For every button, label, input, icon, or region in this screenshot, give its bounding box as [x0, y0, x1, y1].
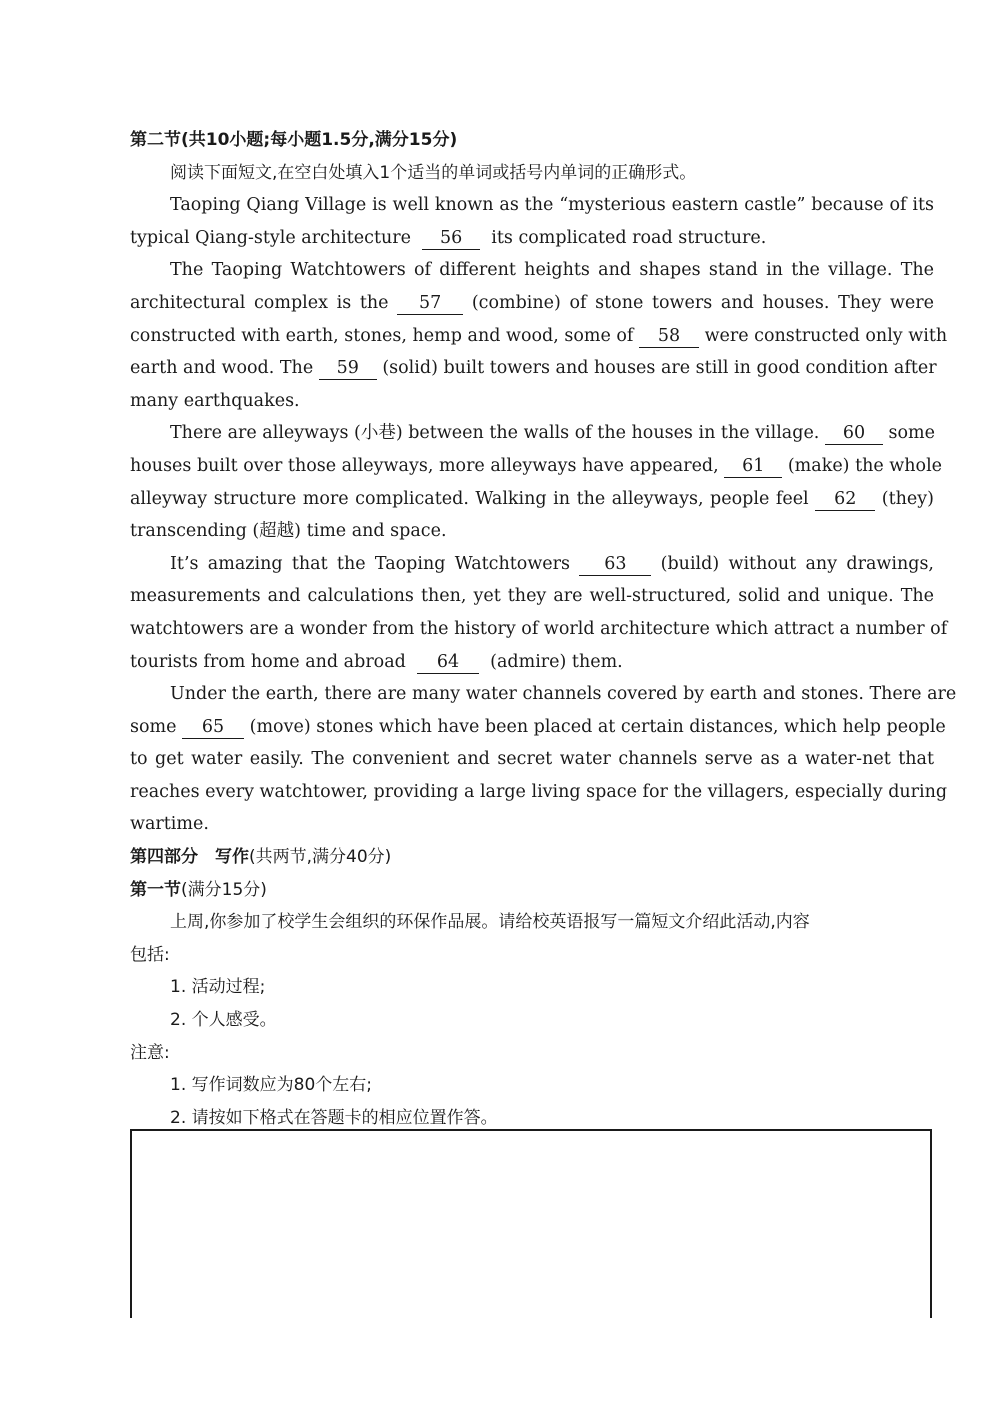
section-instruction: 阅读下面短文,在空白处填入1个适当的单词或括号内单词的正确形式。	[170, 162, 697, 183]
note-item-1: 1. 写作词数应为80个左右;	[170, 1075, 372, 1096]
p3-line-1-end: some	[888, 423, 935, 444]
p2-line-3	[130, 320, 948, 353]
p4-line-4	[130, 646, 934, 679]
p1-line-1: Taoping Qiang Village is well known as the “mysterious eastern castle” because of its	[170, 195, 934, 216]
p4-line-2: measurements and calculations then, yet they are well-structured, solid and unique. The	[130, 586, 934, 607]
blank-65[interactable]: 65	[182, 716, 244, 739]
p4-line-1-start: It’s amazing that the Taoping Watchtowers	[170, 553, 571, 574]
part4-subheading	[130, 874, 934, 907]
p2-line-4-end: (solid) built towers and houses are still in good condition after	[382, 358, 937, 379]
blank-59[interactable]: 59	[319, 357, 377, 380]
paragraph-5	[130, 678, 957, 841]
writing-task-line-1: 上周,你参加了校学生会组织的环保作品展。请给校英语报写一篇短文介绍此活动,内容	[170, 912, 810, 933]
blank-64[interactable]: 64	[417, 651, 479, 674]
p3-line-3-start: alleyway structure more complicated. Walking in the alleyways, people feel	[130, 488, 809, 509]
writing-item-2: 2. 个人感受。	[170, 1010, 277, 1031]
p3-line-2	[130, 450, 943, 483]
p1-line-2-end: its complicated road structure.	[491, 227, 767, 248]
p4-line-4-end: (admire) them.	[490, 651, 623, 672]
exam-page	[130, 124, 957, 1134]
p2-line-1: The Taoping Watchtowers of different heights and shapes stand in the village. The	[170, 260, 934, 281]
paragraph-3	[130, 417, 943, 547]
p4-line-1-end: (build) without any drawings,	[660, 553, 934, 574]
blank-58[interactable]: 58	[639, 325, 699, 348]
blank-57[interactable]: 57	[397, 292, 463, 315]
p3-line-3-end: (they)	[881, 488, 934, 509]
p3-line-2-end: (make) the whole	[787, 455, 943, 476]
p5-line-2-end: (move) stones which have been placed at certain distances, which help people	[249, 716, 946, 737]
p3-line-1	[130, 417, 934, 450]
part4-subheading-rest: (满分15分)	[181, 879, 267, 900]
page-bottom-edge	[0, 1318, 992, 1403]
p1-line-2-start: typical Qiang-style architecture	[130, 227, 411, 248]
p2-line-4	[130, 352, 937, 385]
p2-line-2	[130, 287, 934, 320]
p3-line-4: transcending (超越) time and space.	[130, 521, 447, 542]
part4-heading-bold: 第四部分 写作	[130, 847, 249, 868]
p5-line-5: wartime.	[130, 814, 209, 835]
part4-heading-rest: (共两节,满分40分)	[249, 847, 392, 868]
p2-line-4-start: earth and wood. The	[130, 358, 314, 379]
writing-task-line-2: 包括:	[130, 944, 170, 965]
p5-line-1: Under the earth, there are many water channels covered by earth and stones. There are	[170, 684, 957, 705]
p4-line-4-start: tourists from home and abroad	[130, 651, 406, 672]
p1-line-2	[130, 222, 934, 255]
note-item-2: 2. 请按如下格式在答题卡的相应位置作答。	[170, 1107, 498, 1128]
p2-line-2-start: architectural complex is the	[130, 292, 389, 313]
answer-box[interactable]	[130, 1129, 932, 1329]
blank-63[interactable]: 63	[579, 553, 651, 576]
p5-line-2	[130, 711, 946, 744]
p3-line-3	[130, 483, 934, 516]
blank-60[interactable]: 60	[825, 422, 883, 445]
p5-line-2-start: some	[130, 716, 177, 737]
writing-item-1: 1. 活动过程;	[170, 977, 266, 998]
p3-line-1-start: There are alleyways (小巷) between the walls of the houses in the village.	[170, 423, 820, 444]
note-label: 注意:	[130, 1042, 170, 1063]
paragraph-4	[130, 548, 948, 678]
p4-line-1	[130, 548, 934, 581]
part4-heading	[130, 841, 934, 874]
blank-56[interactable]: 56	[422, 227, 480, 250]
p5-line-4: reaches every watchtower, providing a large living space for the villagers, especially during	[130, 781, 948, 802]
p2-line-3-start: constructed with earth, stones, hemp and wood, some of	[130, 325, 634, 346]
p5-line-3: to get water easily. The convenient and secret water channels serve as a water-net that	[130, 749, 934, 770]
p2-line-5: many earthquakes.	[130, 390, 300, 411]
blank-61[interactable]: 61	[724, 455, 782, 478]
part4-subheading-bold: 第一节	[130, 879, 181, 900]
blank-62[interactable]: 62	[815, 488, 875, 511]
p2-line-2-end: (combine) of stone towers and houses. They were	[471, 292, 934, 313]
p4-line-3: watchtowers are a wonder from the history of world architecture which attract a number of	[130, 618, 948, 639]
p3-line-2-start: houses built over those alleyways, more alleyways have appeared,	[130, 455, 719, 476]
paragraph-2	[130, 254, 948, 417]
section-heading: 第二节(共10小题;每小题1.5分,满分15分)	[130, 130, 458, 150]
paragraph-1	[130, 189, 934, 254]
p2-line-3-end: were constructed only with	[704, 325, 948, 346]
